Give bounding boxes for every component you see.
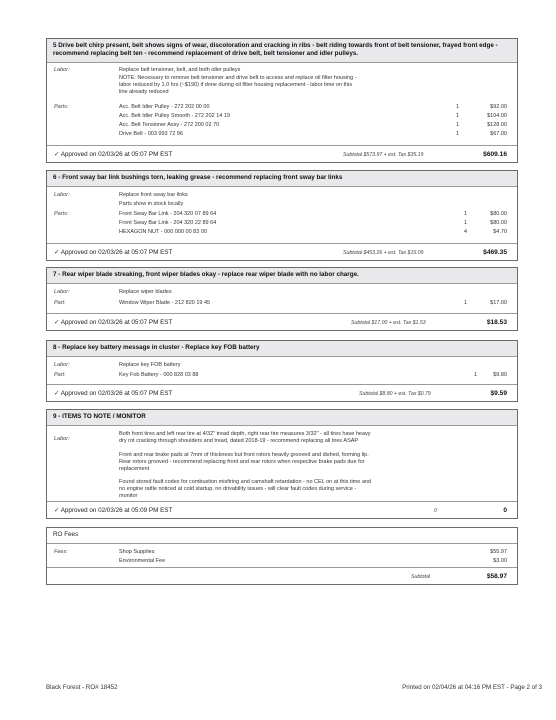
ro-fees-section xyxy=(46,527,518,585)
labor-note: Parts show in stock locally xyxy=(119,201,184,207)
approval-text: Approved on 02/03/26 at 05:07 PM EST xyxy=(60,390,173,397)
part-amount: $9.80 xyxy=(493,372,507,378)
part-description: HEXAGON NUT - 000 000 00 83 00 xyxy=(119,229,207,235)
section-title: 7 - Rear wiper blade streaking, front wiper blades okay - replace rear wiper blade with no labor charge. xyxy=(47,268,517,284)
part-quantity: 1 xyxy=(455,131,459,137)
part-amount: $80.00 xyxy=(490,211,507,217)
fee-description: Environmental Fee xyxy=(119,558,166,564)
subtotal-text: Subtotal $17.00 + est. Tax $1.53 xyxy=(351,319,426,326)
parts-label: Parts: xyxy=(54,211,69,217)
labor-description: Replace key FOB battery xyxy=(119,362,181,368)
labor-description: Replace belt tensioner, belt, and both idler pulleys xyxy=(119,67,241,73)
fees-subtotal-bar xyxy=(47,567,517,584)
labor-label: Labor: xyxy=(54,436,70,442)
part-quantity: 1 xyxy=(455,113,459,119)
section-title: 5 Drive belt chirp present, belt shows signs of wear, discoloration and cracking in ribs - belt riding towards front of belt tensioner, frayed front edge - recommend replacing belt ten - recommend replacement of drive belt, belt tensioner and idler pulleys. xyxy=(47,39,517,63)
monitor-note: Found stored fault codes for combustion misfiring and camshaft retardation - no CEL on at this time and no engine rattle noticed at cold startup, no drivability issues - will clear fault codes during service - monitor xyxy=(119,479,372,500)
parts-label: Part: xyxy=(54,300,66,306)
approval-text: Approved on 02/03/26 at 05:07 PM EST xyxy=(60,319,173,326)
service-section-5 xyxy=(46,38,518,163)
labor-description: Replace wiper blades xyxy=(119,289,172,295)
section-title: RO Fees xyxy=(47,528,517,544)
part-amount: $17.00 xyxy=(490,300,507,306)
service-section-7 xyxy=(46,267,518,331)
part-quantity: 1 xyxy=(463,300,467,306)
check-icon: ✓ xyxy=(54,390,60,397)
section-total: $609.16 xyxy=(483,150,507,158)
approval-status xyxy=(54,390,172,397)
approval-bar xyxy=(47,501,517,518)
section-total: $9.59 xyxy=(490,389,507,397)
subtotal-text: Subtotal $8.80 + est. Tax $0.79 xyxy=(359,390,431,397)
service-section-9 xyxy=(46,409,518,519)
service-section-8 xyxy=(46,340,518,402)
labor-note: NOTE: Necessary to remove belt tensioner and drive belt to access and replace oil filter housing - labor reduced by 1.0 hrs (~$190) if done during oil filter housing replacement - labor time on this line already reduced xyxy=(119,75,357,96)
section-total: $18.53 xyxy=(486,318,507,326)
section-title: 9 - ITEMS TO NOTE / MONITOR xyxy=(47,410,517,426)
approval-status xyxy=(54,507,172,514)
section-total: $469.35 xyxy=(483,248,507,256)
part-quantity: 1 xyxy=(463,220,467,226)
part-description: Drive Belt - 003 993 72 96 xyxy=(119,131,183,137)
part-amount: $104.00 xyxy=(487,113,507,119)
parts-label: Part: xyxy=(54,372,66,378)
approval-bar xyxy=(47,384,517,401)
section-total: 0 xyxy=(503,506,507,514)
approval-status xyxy=(54,319,172,326)
part-description: Front Sway Bar Link - 204 320 07 89 64 xyxy=(119,211,217,217)
approval-bar xyxy=(47,243,517,260)
part-quantity: 4 xyxy=(463,229,467,235)
section-title: 8 - Replace key battery message in cluster - Replace key FOB battery xyxy=(47,341,517,357)
part-amount: $92.00 xyxy=(490,104,507,110)
fees-label: Fees: xyxy=(54,549,68,555)
footer-print-info: Printed on 02/04/26 at 04:16 PM EST - Page 2 of 3 xyxy=(402,684,542,691)
subtotal-text: 0 xyxy=(434,507,437,514)
part-amount: $80.00 xyxy=(490,220,507,226)
labor-label: Labor: xyxy=(54,362,70,368)
parts-label: Parts: xyxy=(54,104,69,110)
check-icon: ✓ xyxy=(54,319,60,326)
fees-subtotal: $58.97 xyxy=(486,572,507,580)
check-icon: ✓ xyxy=(54,249,60,256)
approval-text: Approved on 02/03/26 at 05:07 PM EST xyxy=(60,151,173,158)
part-quantity: 1 xyxy=(463,211,467,217)
part-description: Key Fob Battery - 000 828 03 88 xyxy=(119,372,199,378)
fee-amount: $55.97 xyxy=(490,549,507,555)
part-quantity: 1 xyxy=(455,104,459,110)
approval-status xyxy=(54,151,172,158)
part-description: Acc. Belt Idler Pulley Smooth - 272 202 14 19 xyxy=(119,113,230,119)
fee-description: Shop Supplies xyxy=(119,549,155,555)
approval-bar xyxy=(47,145,517,162)
monitor-note: Both front tires and left rear tire at 4/32" tread depth, right rear tire measures 3/32" - all tires have heavy dry rot cracking through shoulders and tread, dated 2018-19 - recommend replacing all tires ASAP xyxy=(119,431,371,445)
part-amount: $4.70 xyxy=(493,229,507,235)
part-description: Window Wiper Blade - 212 820 19 45 xyxy=(119,300,211,306)
approval-bar xyxy=(47,313,517,330)
footer-ro-number: Black Forest - RO# 18452 xyxy=(46,684,118,691)
section-title: 6 - Front sway bar link bushings torn, leaking grease - recommend replacing front sway bar links xyxy=(47,171,517,187)
subtotal-text: Subtotal $453.26 + est. Tax $16.09 xyxy=(343,249,424,256)
labor-label: Labor: xyxy=(54,192,70,198)
check-icon: ✓ xyxy=(54,507,60,514)
approval-text: Approved on 02/03/26 at 05:09 PM EST xyxy=(60,507,173,514)
monitor-note: Front and rear brake pads at 7mm of thickness but front rotors heavily grooved and dished, forming lip. Rear rotors grooved - recommend replacing front and rear rotors when respective brake pads due for replacement xyxy=(119,452,369,473)
part-quantity: 1 xyxy=(473,372,477,378)
service-section-6 xyxy=(46,170,518,261)
part-amount: $67.00 xyxy=(490,131,507,137)
labor-label: Labor: xyxy=(54,289,70,295)
subtotal-text: Subtotal $573.97 + est. Tax $35.19 xyxy=(343,151,424,158)
approval-text: Approved on 02/03/26 at 05:07 PM EST xyxy=(60,249,173,256)
part-description: Acc. Belt Idler Pulley - 272 202 00 00 xyxy=(119,104,210,110)
part-quantity: 1 xyxy=(455,122,459,128)
labor-label: Labor: xyxy=(54,67,70,73)
approval-status xyxy=(54,249,172,256)
part-description: Acc. Belt Tensioner Assy - 272 200 02 70 xyxy=(119,122,220,128)
part-description: Front Sway Bar Link - 204 320 22 89 64 xyxy=(119,220,217,226)
labor-description: Replace front sway bar links xyxy=(119,192,188,198)
part-amount: $128.00 xyxy=(487,122,507,128)
fee-amount: $3.00 xyxy=(493,558,507,564)
check-icon: ✓ xyxy=(54,151,60,158)
subtotal-label: Subtotal xyxy=(411,573,431,580)
